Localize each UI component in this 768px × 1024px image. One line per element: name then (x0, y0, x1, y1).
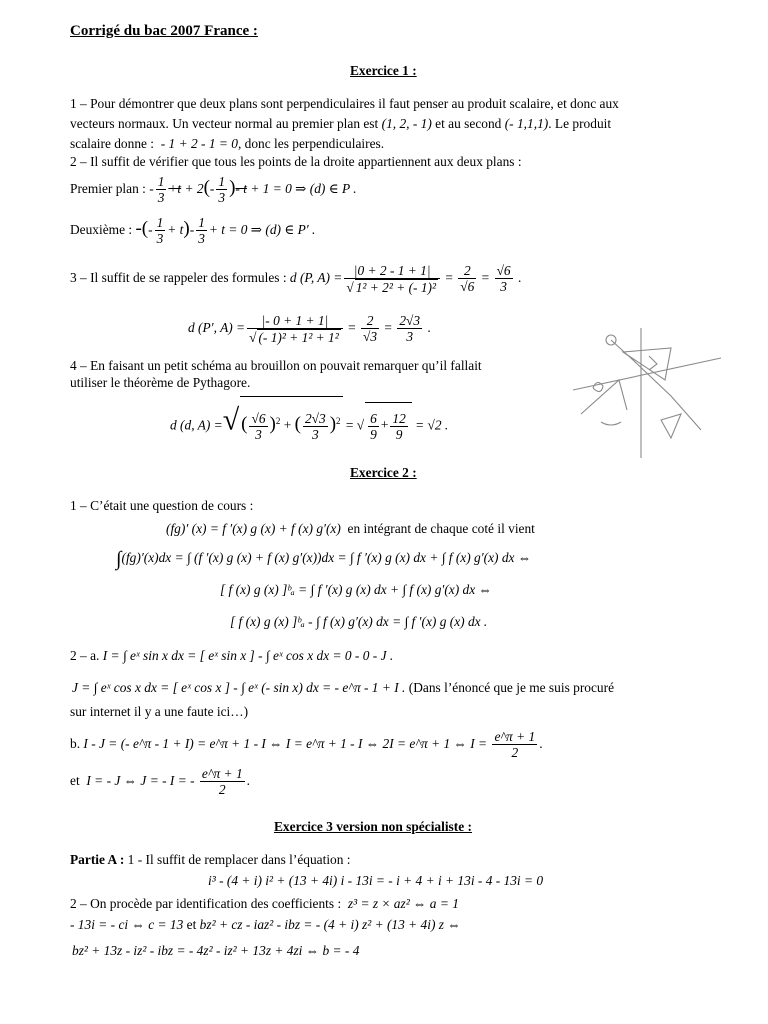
sketch-line (649, 356, 657, 370)
scalar-product-calc: - 1 + 2 - 1 = 0 (160, 136, 238, 151)
sketch-p-label (593, 382, 603, 391)
J-result-den: 2 (218, 782, 226, 798)
product-rule: (fg)′ (x) = f ′(x) g (x) + f (x) g′(x) (166, 521, 341, 536)
et-word: et (186, 917, 197, 932)
d1-numerator: |0 + 2 - 1 + 1| (344, 263, 440, 279)
exercise-1-heading: Exercice 1 : (350, 63, 417, 78)
ex1-q1-text-2: et au second (435, 116, 502, 131)
integral-eq-2: [ f (x) g (x) ]ᵇₐ = ∫ f ′(x) g (x) dx + ∫ f (x) g′(x) dx ⇔ (220, 582, 492, 597)
part-a-text: 1 - Il suffit de remplacer dans l’équation : (127, 852, 351, 867)
d3-lhs: d (d, A) = (170, 417, 223, 433)
d2-frac-den: √3 (363, 329, 378, 345)
exercise-2-heading: Exercice 2 : (350, 465, 417, 480)
plan1-equation: Premier plan : - $\frac{1}{3}$ +t + 2(- $\frac{1}{3}$ )- t + 1 = 0 ⇒ (d) ∈ P . (70, 174, 357, 206)
d3-sum2-num: 12 (392, 410, 406, 426)
d3-result: = √2 . (415, 417, 449, 433)
coef-c: - 13i = - ci ⇔ c = 13 (70, 917, 184, 932)
d2-frac-num: 2 (361, 313, 379, 329)
plan2-equation: Deuxième : -(- $\frac{1}{3}$ + t)- $\frac{1}{3}$ + t = 0 ⇒ (d) ∈ P′ . (70, 215, 316, 247)
part-a-line (70, 851, 351, 868)
integration-text: en intégrant de chaque coté il vient (347, 521, 535, 536)
equation-check (208, 872, 543, 889)
equation-check-calc: i³ - (4 + i) i² + (13 + 4i) i - 13i = - i + 4 + i + 13i - 4 - 13i = 0 (208, 873, 544, 888)
ex2-q1-text: 1 – C’était une question de cours : (70, 498, 254, 513)
sketch-line (581, 380, 627, 414)
document-title: Corrigé du bac 2007 France : (70, 23, 258, 39)
ex1-q1-text: vecteurs normaux. Un vecteur normal au premier plan est (70, 116, 379, 131)
d3-sum1-den: 9 (370, 426, 377, 442)
d1-frac-num: 2 (458, 263, 476, 279)
plan1-label: Premier plan : (70, 181, 146, 196)
typo-note-2: sur internet il y a une faute ici…) (70, 704, 249, 719)
integral-I: I = ∫ eˣ sin x dx = [ eˣ sin x ] - ∫ eˣ cos x dx = 0 - 0 - J . (102, 648, 394, 663)
typo-note: (Dans l’énoncé que je me suis procuré (408, 680, 615, 695)
d3-sum2-den: 9 (395, 426, 403, 442)
d3-term2-den: 3 (311, 426, 319, 442)
I-result-num: e^π + 1 (494, 729, 536, 745)
part-a-label: Partie A : (70, 852, 125, 867)
ex3-coef-line (70, 916, 461, 933)
ex1-q1-text-4: scalaire donne : (70, 136, 155, 151)
d3-term1-num: √6 (251, 410, 266, 426)
normal-vector-1: (1, 2, - 1) (381, 116, 432, 131)
ex2-et: et I = - J ⇔ J = - I = - $\frac{e\^{}\pi + 1}{2}$ . (70, 766, 250, 798)
plan2-result: = 0 ⇒ (d) ∈ P′ . (228, 222, 316, 237)
exercise-3-heading: Exercice 3 version non spécialiste : (274, 819, 472, 834)
d2-denominator: (- 1)² + 1² + 1² (258, 329, 339, 345)
ex3-q2-text: 2 – On procède par identification des coefficients : (70, 896, 342, 911)
distance-formula-2: d (P′, A) = $\frac{|- 0 + 1 + 1|}{\text{√ (- 1)² + 1² + 1²}}$ = $\frac{2}{√3}$ = $\frac{2√3}{3}$ . (188, 312, 431, 345)
coef-b: bz² + 13z - iz² - ibz = - 4z² - iz² + 13z + 4zi ⇔ b = - 4 (72, 943, 360, 958)
J-equation: I = - J ⇔ J = - I = - (86, 773, 195, 788)
ex1-q1-line3 (70, 135, 384, 152)
plan2-label: Deuxième : (70, 222, 133, 237)
d2-lhs: d (P′, A) = (188, 320, 246, 335)
ex1-q2-text: 2 – Il suffit de vérifier que tous les points de la droite appartiennent aux deux plans : (70, 154, 522, 169)
d1-lhs: d (P, A) = (289, 270, 343, 285)
ex1-q1-text-3: . Le produit (548, 116, 612, 131)
d1-frac-den: √6 (460, 279, 475, 295)
sketch-d-label (601, 422, 621, 425)
sketch-line (623, 348, 671, 380)
q2a-label: 2 – a. (70, 648, 100, 663)
d2-result-den: 3 (406, 329, 414, 345)
ex3-q2-line (70, 895, 459, 912)
ex2-q2b: b. I - J = (- e^π - 1 + I) = e^π + 1 - I ⇔ I = e^π + 1 - I ⇔ 2I = e^π + 1 ⇔ I = $\frac{e\^{}\pi + 1}{2}$ . (70, 729, 543, 761)
derivative-rule (166, 520, 535, 537)
d3-term2-num: 2√3 (304, 410, 326, 426)
ex1-q1-text-5: , donc les perpendiculaires. (237, 136, 385, 151)
distance-formula-3: d (d, A) =√ ( $\frac{√6}{3}$ )$^2$ + ( $\frac{2√3}{3}$ )$^2$ = √ $\frac{6}{9}$ + $\frac{12}{9}$ = √2 . (170, 396, 448, 447)
plan1-result: + 1 = 0 ⇒ (d) ∈ P . (250, 181, 357, 196)
d1-result-num: √6 (496, 263, 511, 279)
d1-denominator: 1² + 2² + (- 1)² (355, 279, 437, 295)
ex2-q2a-J (72, 679, 614, 696)
d1-result-den: 3 (500, 279, 507, 295)
integral-eq-3: [ f (x) g (x) ]ᵇₐ - ∫ f (x) g′(x) dx = ∫ f ′(x) g (x) dx . (230, 614, 488, 629)
ex2-q2a-I (70, 647, 393, 664)
coef-a: z³ = z × az² ⇔ a = 1 (347, 896, 459, 911)
q2b-equation: I - J = (- e^π - 1 + I) = e^π + 1 - I ⇔ I = e^π + 1 - I ⇔ 2I = e^π + 1 ⇔ I = (83, 736, 488, 751)
distance-formula-1: 3 – Il suffit de se rappeler des formules : d (P, A) = $\frac{|0 + 2 - 1 + 1|}{\text{√ 1² + 2² + (- 1)²}}$ = $\frac{2}{√6}$ = $\frac{√6}{3}$ . (70, 262, 522, 295)
d3-term1-den: 3 (255, 426, 262, 442)
integral-line-2 (220, 581, 492, 598)
d3-sum1-num: 6 (370, 410, 377, 426)
J-result-num: e^π + 1 (201, 766, 243, 782)
integral-line-3 (230, 613, 487, 630)
d2-result-num: 2√3 (399, 313, 421, 329)
integral-eq-1: (fg)′(x)dx = ∫ (f ′(x) g (x) + f (x) g′(x))dx = ∫ f ′(x) g (x) dx + ∫ f (x) g′(x) dx ⇔ (121, 550, 532, 565)
d2-numerator: |- 0 + 1 + 1| (247, 313, 343, 329)
sketch-triangle-label (661, 414, 681, 438)
et-label: et (70, 773, 80, 788)
ex1-q4-line2: utiliser le théorème de Pythagore. (70, 375, 251, 390)
integral-J: J = ∫ eˣ cos x dx = [ eˣ cos x ] - ∫ eˣ (- sin x) dx = - e^π - 1 + I . (72, 680, 406, 695)
integral-line-1: ∫(fg)′(x)dx = ∫ (f ′(x) g (x) + f (x) g′(x))dx = ∫ f ′(x) g (x) dx + ∫ f (x) g′(x) dx ⇔ (116, 548, 532, 570)
hand-drawn-sketch (571, 318, 737, 462)
normal-vector-2: (- 1,1,1) (504, 116, 549, 131)
ex1-q1-line1: 1 – Pour démontrer que deux plans sont perpendiculaires il faut penser au produit scalaire, et donc aux (70, 96, 619, 111)
I-result-den: 2 (511, 745, 519, 761)
ex1-q4-line1: 4 – En faisant un petit schéma au brouillon on pouvait remarquer qu’il fallait (70, 358, 482, 373)
coef-b-equation: bz² + cz - iaz² - ibz = - (4 + i) z² + (13 + 4i) z ⇔ (199, 917, 461, 932)
q2b-label: b. (70, 736, 81, 751)
ex1-q1-line2 (70, 115, 611, 132)
ex1-q3-text: 3 – Il suffit de se rappeler des formules : (70, 270, 287, 285)
ex3-b-line (72, 942, 359, 959)
